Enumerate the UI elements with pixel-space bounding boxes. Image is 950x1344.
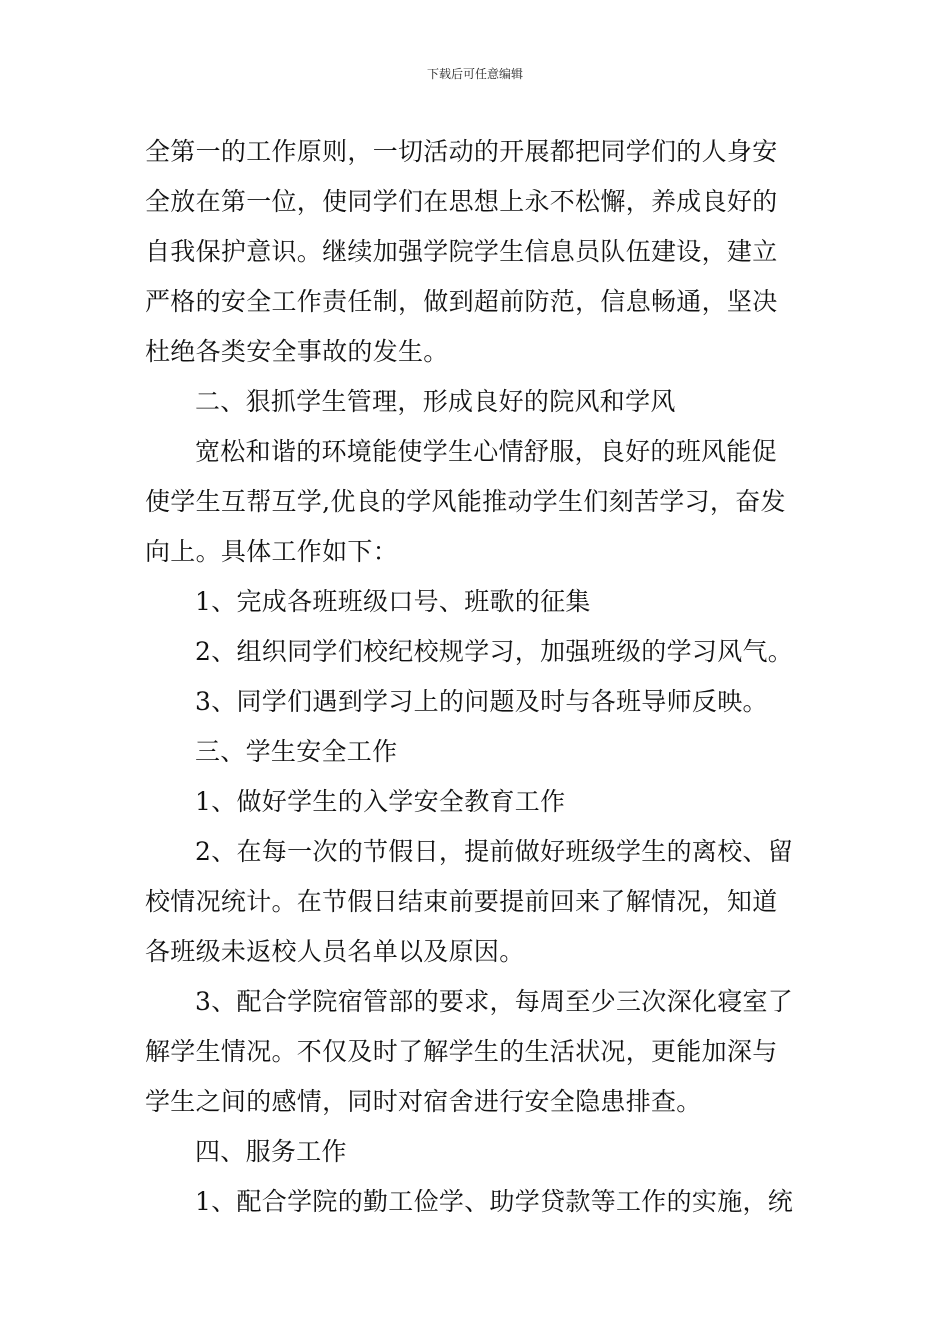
list-item: 3、配合学院宿管部的要求，每周至少三次深化寝室了 xyxy=(195,987,794,1016)
body-line: 自我保护意识。继续加强学院学生信息员队伍建设，建立 xyxy=(145,237,778,266)
body-line: 各班级未返校人员名单以及原因。 xyxy=(145,937,525,966)
list-item: 3、同学们遇到学习上的问题及时与各班导师反映。 xyxy=(195,687,768,716)
list-item: 1、完成各班班级口号、班歌的征集 xyxy=(195,587,591,616)
body-line: 校情况统计。在节假日结束前要提前回来了解情况，知道 xyxy=(145,887,778,916)
section-heading: 二、狠抓学生管理，形成良好的院风和学风 xyxy=(195,387,676,416)
list-item: 2、组织同学们校纪校规学习，加强班级的学习风气。 xyxy=(195,637,794,666)
body-line: 杜绝各类安全事故的发生。 xyxy=(145,337,449,366)
section-heading: 四、服务工作 xyxy=(195,1137,347,1166)
section-heading: 三、学生安全工作 xyxy=(195,737,398,766)
list-item: 2、在每一次的节假日，提前做好班级学生的离校、留 xyxy=(195,837,794,866)
body-line: 宽松和谐的环境能使学生心情舒服，良好的班风能促 xyxy=(195,437,777,466)
list-item: 1、做好学生的入学安全教育工作 xyxy=(195,787,566,816)
body-line: 严格的安全工作责任制，做到超前防范，信息畅通，坚决 xyxy=(145,287,778,316)
body-line: 全放在第一位，使同学们在思想上永不松懈，养成良好的 xyxy=(145,187,778,216)
body-line: 解学生情况。不仅及时了解学生的生活状况，更能加深与 xyxy=(145,1037,778,1066)
body-line: 使学生互帮互学,优良的学风能推动学生们刻苦学习，奋发 xyxy=(145,487,786,516)
page-header: 下载后可任意编辑 xyxy=(426,67,523,81)
body-line: 向上。具体工作如下： xyxy=(145,537,399,566)
list-item: 1、配合学院的勤工俭学、助学贷款等工作的实施，统 xyxy=(195,1187,794,1216)
body-line: 学生之间的感情，同时对宿舍进行安全隐患排查。 xyxy=(145,1087,702,1116)
document-body xyxy=(145,127,815,1227)
body-line: 全第一的工作原则，一切活动的开展都把同学们的人身安 xyxy=(145,137,778,166)
